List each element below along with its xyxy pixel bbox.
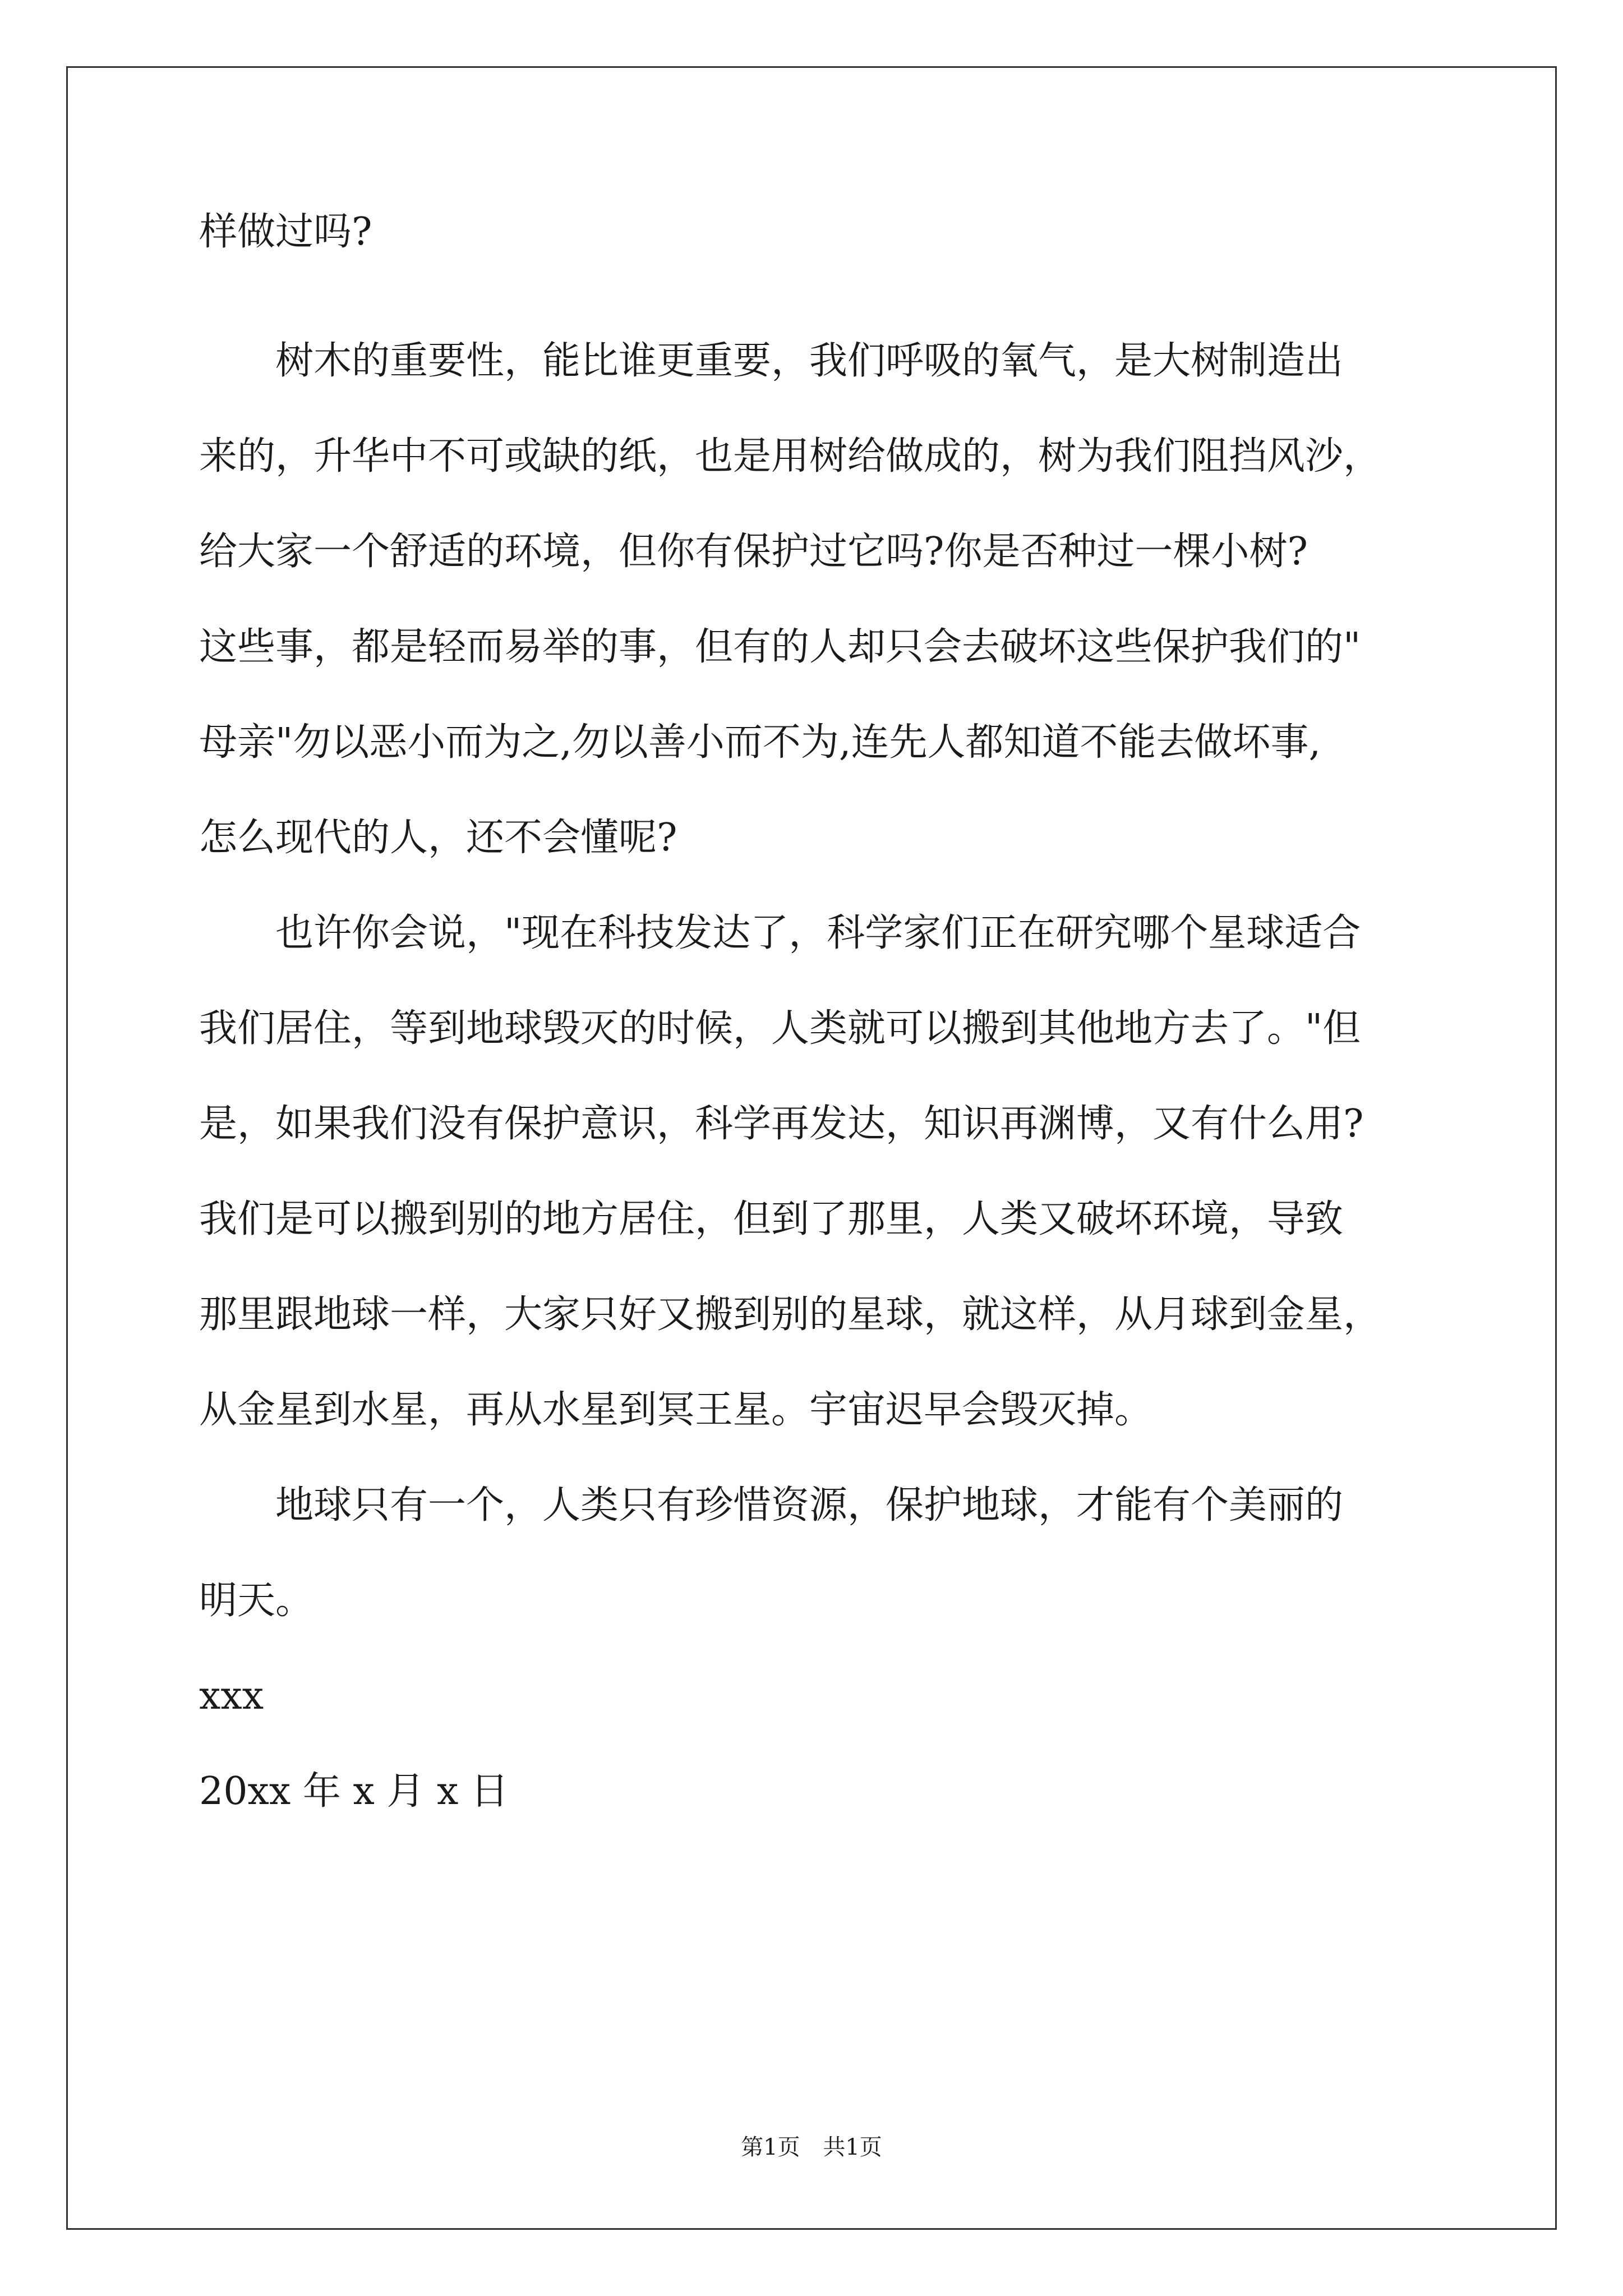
text-line: 给大家一个舒适的环境，但你有保护过它吗?你是否种过一棵小树? xyxy=(199,530,1308,574)
text-line: 地球只有一个，人类只有珍惜资源，保护地球，才能有个美丽的 xyxy=(199,1483,1344,1527)
date-line: 20xx 年 x 月 x 日 xyxy=(199,1769,509,1814)
text-line: 怎么现代的人，还不会懂呢? xyxy=(199,816,677,860)
author-signature: xxx xyxy=(199,1674,264,1718)
text-line: 从金星到水星，再从水星到冥王星。宇宙迟早会毁灭掉。 xyxy=(199,1388,1153,1432)
page-total: 共1页 xyxy=(823,2134,882,2160)
text-line: 我们居住，等到地球毁灭的时候，人类就可以搬到其他地方去了。"但 xyxy=(199,1006,1361,1051)
text-line: 明天。 xyxy=(199,1579,314,1623)
text-line: 这些事，都是轻而易举的事，但有的人却只会去破坏这些保护我们的" xyxy=(199,625,1361,669)
text-line: 也许你会说，"现在科技发达了，科学家们正在研究哪个星球适合 xyxy=(199,911,1361,955)
page-footer xyxy=(0,2129,1623,2161)
text-line: 母亲"勿以恶小而为之,勿以善小而不为,连先人都知道不能去做坏事, xyxy=(199,720,1321,765)
page-border xyxy=(66,66,1557,2230)
text-line: 我们是可以搬到别的地方居住，但到了那里，人类又破坏环境，导致 xyxy=(199,1197,1344,1241)
text-line: 来的，升华中不可或缺的纸，也是用树给做成的，树为我们阻挡风沙， xyxy=(199,434,1382,478)
text-line: 那里跟地球一样，大家只好又搬到别的星球，就这样，从月球到金星， xyxy=(199,1292,1382,1337)
text-line: 样做过吗? xyxy=(199,210,372,254)
text-line: 是，如果我们没有保护意识，科学再发达，知识再渊博，又有什么用? xyxy=(199,1102,1364,1146)
text-line: 树木的重要性，能比谁更重要，我们呼吸的氧气，是大树制造出 xyxy=(199,339,1344,383)
page-number: 第1页 xyxy=(741,2134,800,2160)
